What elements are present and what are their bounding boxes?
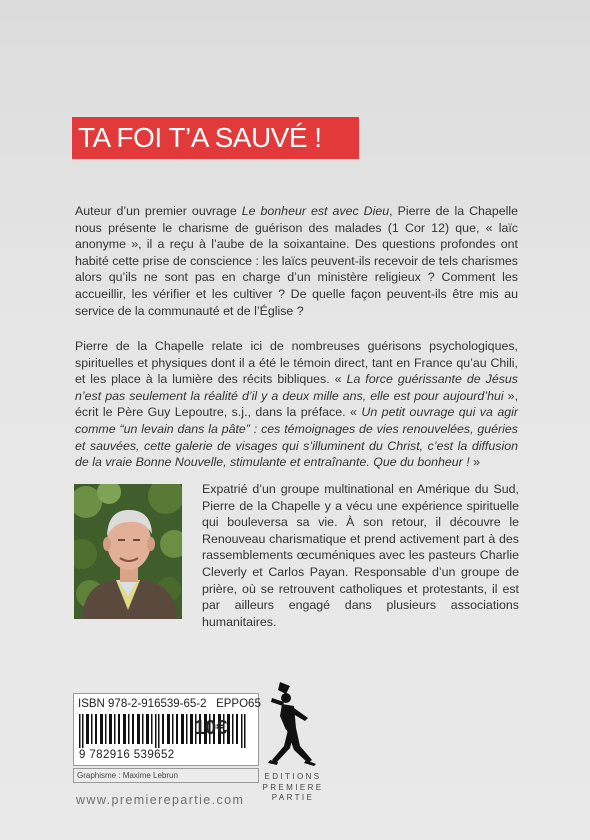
publisher-line-3: PARTIE — [271, 793, 315, 802]
summary-text-1: Pierre de la Chapelle relate ici de nombreuses guérisons psychologiques, spirituelles et physiques dont il a été le témoin direct, tant en France qu’au Chili, et les place à la lumière des récits bibliques. « — [75, 339, 518, 387]
isbn-number: ISBN 978-2-916539-65-2 — [78, 698, 207, 710]
publisher-logo-icon — [250, 680, 330, 772]
summary-text-2: », écrit le Père Guy Lepoutre, s.j., dans la préface. « — [75, 388, 519, 420]
intro-text-1: Auteur d’un premier ouvrage — [75, 204, 242, 218]
barcode-digits: 9 782916 539652 — [79, 749, 175, 761]
quote-2: Un petit ouvrage qui va agir comme “un levain dans la pâte” : ces témoignages de vies renouvelées, guéries et sauvées, cette galerie de visages qui s’illuminent du Christ, c’est la diffusion de la vraie Bonne Nouvelle, stimulante et entraînante. Que du bonheur ! — [75, 405, 519, 470]
summary-paragraph — [75, 338, 518, 471]
publisher-name — [251, 772, 335, 804]
intro-paragraph — [75, 203, 518, 319]
book-title: Le bonheur est avec Dieu — [241, 204, 390, 218]
barcode-box — [73, 693, 259, 766]
publisher-line-1: EDITIONS — [264, 772, 322, 781]
publisher-line-2: PREMIERE — [262, 782, 324, 792]
intro-text-2: , Pierre de la Chapelle nous présente le charisme de guérison des malades (1 Cor 12) que, « laïc anonyme », il a reçu à l’aube de la soixantaine. Des questions profondes ont habité cette prise de conscience : les laïcs peuvent-ils recevoir de tels charismes alors qu’ils ne sont pas en charge d’un ministère religieux ? Comment les accueillir, les vérifier et les cultiver ? De quelle façon peuvent-ils être mis au service de la communauté et de l’Église ? — [75, 204, 519, 318]
graphic-credit: Graphisme : Maxime Lebrun — [77, 771, 178, 780]
isbn-label — [78, 698, 261, 710]
quote-1: La force guérissante de Jésus n’est pas seulement la réalité d’il y a deux mille ans, elle est pour aujourd’hui — [75, 372, 518, 403]
website-url[interactable]: www.premierepartie.com — [76, 793, 245, 807]
author-bio: Expatrié d’un groupe multinational en Amérique du Sud, Pierre de la Chapelle y a vécu une expérience spirituelle qui bouleversa sa vie. À son retour, il découvre le Renouveau charismatique et prend activement part à des rassemblements œcuméniques avec les pasteurs Charlie Cleverly et Carlos Payan. Responsable d’un groupe de prière, où se retrouvent catholiques et protestants, il est par ailleurs engagé dans plusieurs associations humanitaires. — [202, 482, 519, 629]
summary-text-3: » — [469, 455, 481, 470]
author-photo — [74, 484, 182, 619]
title-banner: TA FOI T’A SAUVÉ ! — [72, 117, 359, 159]
credit-box — [73, 768, 259, 783]
reference-code: EPPO65 — [216, 698, 261, 710]
price: 10€ — [194, 717, 228, 739]
